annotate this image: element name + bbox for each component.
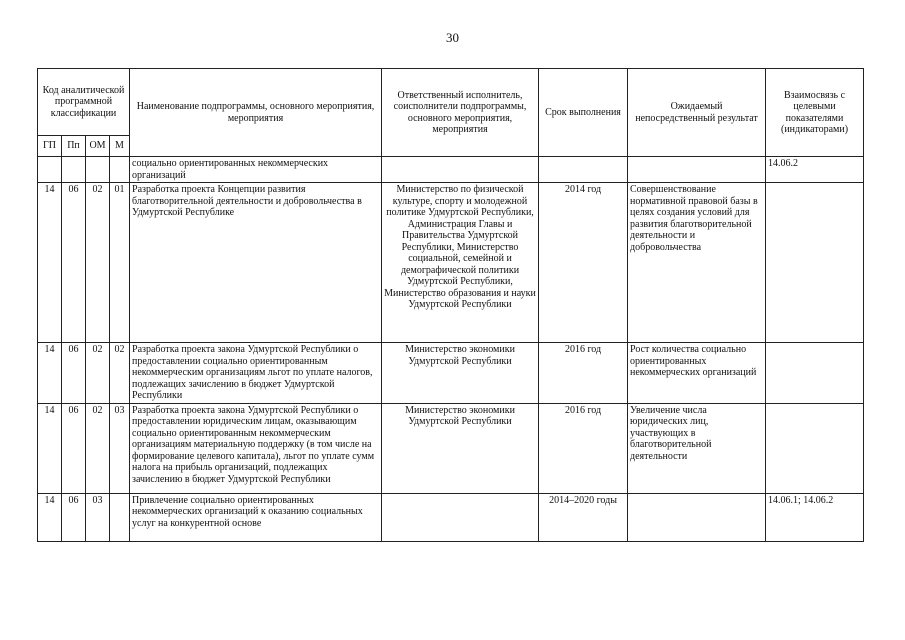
header-name: Наименование подпрограммы, основного мероприятия, мероприятия — [130, 69, 382, 157]
cell-result: Рост количества социально ориентированных некоммерческих организаций — [628, 343, 766, 404]
table-row — [38, 403, 864, 493]
cell-name: Разработка проекта Концепции развития благотворительной деятельности и добровольчества в Удмуртской Республике — [130, 183, 382, 343]
cell-result — [628, 157, 766, 183]
cell-pp — [62, 157, 86, 183]
cell-link: 14.06.2 — [766, 157, 864, 183]
cell-name: Разработка проекта закона Удмуртской Республики о предоставлении юридическим лицам, оказывающим социально ориентированным некоммерческим организациям материальную поддержку (в том числе на формирование целевого капитала), льгот по уплате сумм налога на прибыль организаций, подлежащих зачислению в бюджет Удмуртской Республики — [130, 403, 382, 493]
cell-result: Совершенствование нормативной правовой базы в целях создания условий для развития благотворительной деятельности и добровольчества — [628, 183, 766, 343]
cell-m — [110, 493, 130, 541]
header-term: Срок выполнения — [539, 69, 628, 157]
cell-result: Увеличение числа юридических лиц, участвующих в благотворительной деятельности — [628, 403, 766, 493]
cell-name: социально ориентированных некоммерческих организаций — [130, 157, 382, 183]
cell-executor — [382, 157, 539, 183]
cell-term: 2016 год — [539, 343, 628, 404]
cell-link — [766, 183, 864, 343]
cell-m: 03 — [110, 403, 130, 493]
cell-term — [539, 157, 628, 183]
table-row — [38, 493, 864, 541]
page-number: 30 — [446, 30, 459, 45]
cell-pp: 06 — [62, 403, 86, 493]
header-code-group: Код аналитической программной классификации — [38, 69, 130, 136]
cell-om: 02 — [86, 183, 110, 343]
cell-pp: 06 — [62, 183, 86, 343]
cell-om: 02 — [86, 403, 110, 493]
table-row — [38, 183, 864, 343]
cell-name: Разработка проекта закона Удмуртской Республики о предоставлении социально ориентированным некоммерческим организациям льгот по уплате налогов, подлежащих зачислению в бюджет Удмуртской Республики — [130, 343, 382, 404]
header-result: Ожидаемый непосредственный результат — [628, 69, 766, 157]
cell-gp — [38, 157, 62, 183]
cell-term: 2014–2020 годы — [539, 493, 628, 541]
cell-executor — [382, 493, 539, 541]
cell-om: 03 — [86, 493, 110, 541]
cell-m: 01 — [110, 183, 130, 343]
cell-executor: Министерство по физической культуре, спорту и молодежной политике Удмуртской Республики, Администрация Главы и Правительства Удмуртской Республики, Министерство социальной, семейной и демографической политики Удмуртской Республики, Министерство образования и науки Удмуртской Республики — [382, 183, 539, 343]
header-executor: Ответственный исполнитель, соисполнители подпрограммы, основного мероприятия, мероприятия — [382, 69, 539, 157]
cell-executor: Министерство экономики Удмуртской Республики — [382, 403, 539, 493]
cell-result — [628, 493, 766, 541]
header-pp: Пп — [62, 136, 86, 157]
cell-name: Привлечение социально ориентированных некоммерческих организаций к оказанию социальных услуг на конкурентной основе — [130, 493, 382, 541]
cell-term: 2016 год — [539, 403, 628, 493]
header-gp: ГП — [38, 136, 62, 157]
cell-gp: 14 — [38, 343, 62, 404]
cell-link — [766, 403, 864, 493]
cell-m — [110, 157, 130, 183]
cell-pp: 06 — [62, 493, 86, 541]
cell-link: 14.06.1; 14.06.2 — [766, 493, 864, 541]
table-row — [38, 157, 864, 183]
cell-link — [766, 343, 864, 404]
cell-executor: Министерство экономики Удмуртской Республики — [382, 343, 539, 404]
program-table — [37, 68, 864, 542]
header-link: Взаимосвязь с целевыми показателями (индикаторами) — [766, 69, 864, 157]
cell-gp: 14 — [38, 403, 62, 493]
cell-om — [86, 157, 110, 183]
cell-om: 02 — [86, 343, 110, 404]
table-row — [38, 343, 864, 404]
header-om: ОМ — [86, 136, 110, 157]
cell-pp: 06 — [62, 343, 86, 404]
cell-gp: 14 — [38, 493, 62, 541]
header-m: М — [110, 136, 130, 157]
cell-gp: 14 — [38, 183, 62, 343]
cell-term: 2014 год — [539, 183, 628, 343]
cell-m: 02 — [110, 343, 130, 404]
